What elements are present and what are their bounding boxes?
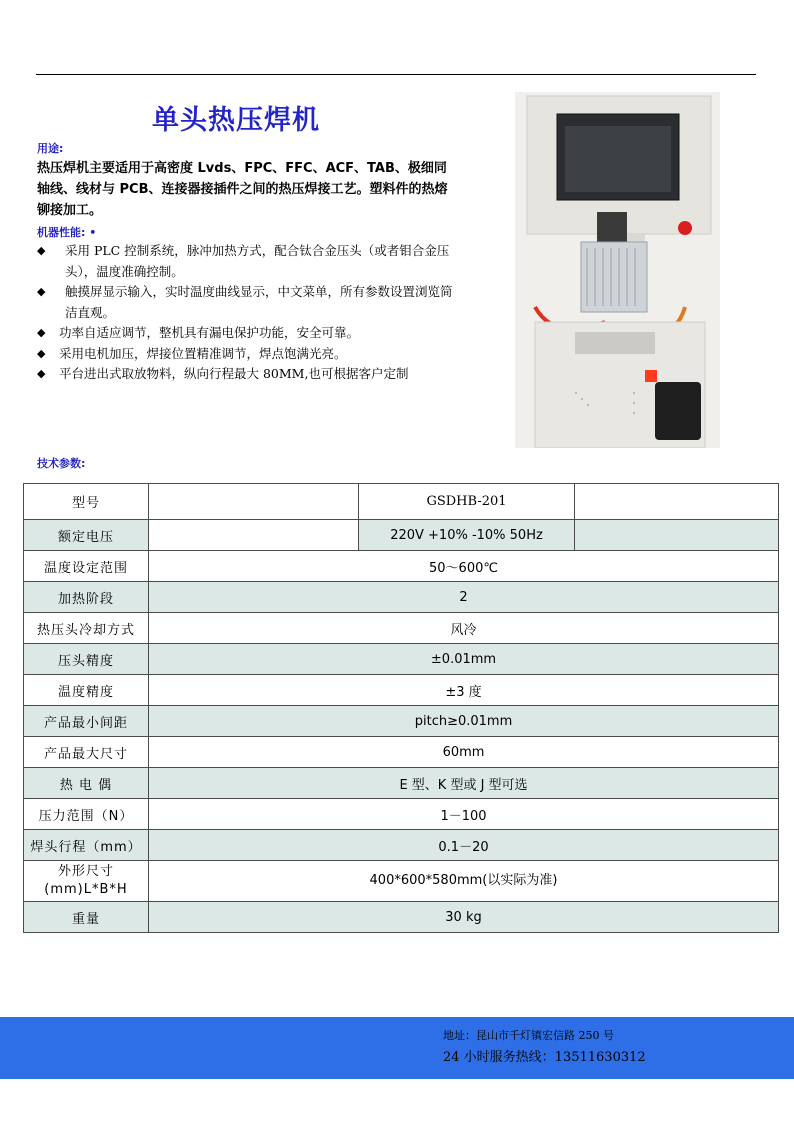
usage-text: 热压焊机主要适用于高密度 Lvds、FPC、FFC、ACF、TAB、极细同轴线、线材与 PCB、连接器接插件之间的热压焊接工艺。塑料件的热熔铆接加工。 (37, 161, 448, 218)
features-label: 机器性能: • (37, 226, 97, 239)
table-row (24, 675, 779, 706)
footer-hotline: 24 小时服务热线：13511630312 (443, 1050, 646, 1065)
table-row (24, 551, 779, 582)
spec-value-cell: 风冷 (149, 613, 779, 644)
spec-value-cell: 220V +10% -10% 50Hz (359, 520, 575, 551)
spec-table (23, 483, 779, 933)
spec-value-cell: 60mm (149, 737, 779, 768)
table-row (24, 902, 779, 933)
top-rule (36, 74, 756, 75)
spec-label-cell: 温度设定范围 (24, 551, 149, 582)
diamond-bullet-icon: ◆ (37, 285, 46, 298)
footer-band (0, 1017, 794, 1079)
table-row (24, 768, 779, 799)
spec-value-cell: 400*600*580mm(以实际为准) (149, 861, 779, 902)
spec-value-cell: GSDHB-201 (359, 484, 575, 520)
table-row (24, 737, 779, 768)
table-row (24, 484, 779, 520)
spec-label-cell: 压力范围（N） (24, 799, 149, 830)
spec-label-cell: 加热阶段 (24, 582, 149, 613)
spec-value-cell: pitch≥0.01mm (149, 706, 779, 737)
features-list (37, 241, 457, 385)
diamond-bullet-icon: ◆ (37, 367, 46, 380)
spec-label-cell: 型号 (24, 484, 149, 520)
table-row (24, 520, 779, 551)
spec-value-cell: 0.1－20 (149, 830, 779, 861)
feature-item: ◆ 触摸屏显示输入，实时温度曲线显示，中文菜单，所有参数设置浏览简洁直观。 (37, 284, 453, 320)
feature-item: ◆ 采用电机加压，焊接位置精准调节，焊点饱满光亮。 (37, 344, 457, 365)
spec-value-cell: E 型、K 型或 J 型可选 (149, 768, 779, 799)
specs-label: 技术参数: (37, 457, 86, 470)
feature-item: ◆ 平台进出式取放物料，纵向行程最大 80MM,也可根据客户定制 (37, 364, 457, 385)
spec-label-cell: 外形尺寸 (mm)L*B*H (24, 861, 149, 902)
table-row (24, 861, 779, 902)
spec-label-cell: 产品最大尺寸 (24, 737, 149, 768)
diamond-bullet-icon: ◆ (37, 326, 46, 339)
diamond-bullet-icon: ◆ (37, 244, 46, 257)
spec-value-cell: 1－100 (149, 799, 779, 830)
spec-label-cell: 产品最小间距 (24, 706, 149, 737)
spec-empty-cell (149, 520, 359, 551)
spec-empty-cell (575, 520, 779, 551)
table-row (24, 582, 779, 613)
spec-value-cell: 50～600℃ (149, 551, 779, 582)
spec-label-cell: 焊头行程（mm） (24, 830, 149, 861)
spec-value-cell: ±0.01mm (149, 644, 779, 675)
spec-label-cell: 重量 (24, 902, 149, 933)
feature-item: ◆ 采用 PLC 控制系统，脉冲加热方式，配合钛合金压头（或者钼合金压头），温度准确控制。 (37, 243, 450, 279)
table-row (24, 830, 779, 861)
spec-label-cell: 热压头冷却方式 (24, 613, 149, 644)
spec-empty-cell (149, 484, 359, 520)
feature-item: ◆ 功率自适应调节，整机具有漏电保护功能，安全可靠。 (37, 323, 457, 344)
machine-illustration (515, 92, 720, 448)
spec-label-cell: 压头精度 (24, 644, 149, 675)
spec-empty-cell (575, 484, 779, 520)
diamond-bullet-icon: ◆ (37, 346, 46, 360)
spec-label-cell: 热 电 偶 (24, 768, 149, 799)
page-title: 单头热压焊机 (152, 105, 320, 136)
spec-value-cell: 2 (149, 582, 779, 613)
table-row (24, 799, 779, 830)
footer-address: 地址：昆山市千灯镇宏信路 250 号 (443, 1029, 614, 1042)
spec-label-cell: 额定电压 (24, 520, 149, 551)
usage-label: 用途: (37, 142, 64, 155)
spec-label-cell: 温度精度 (24, 675, 149, 706)
spec-value-cell: 30 kg (149, 902, 779, 933)
table-row (24, 644, 779, 675)
table-row (24, 706, 779, 737)
product-photo (515, 92, 720, 448)
spec-value-cell: ±3 度 (149, 675, 779, 706)
table-row (24, 613, 779, 644)
